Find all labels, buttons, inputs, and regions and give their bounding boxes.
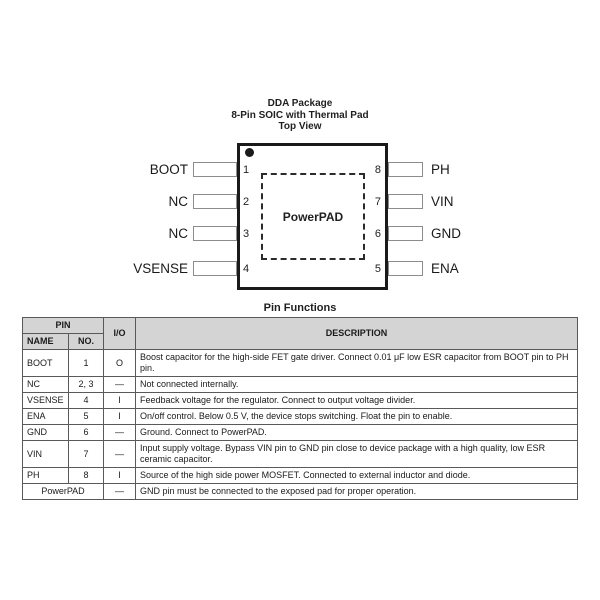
pin-box-7 [388,194,423,209]
header-cell-description: DESCRIPTION [136,318,578,350]
pin-functions-title: Pin Functions [263,302,337,314]
pin-io-cell: — [104,484,136,500]
pin-number-8: 8 [374,164,381,176]
table-row-nc [23,377,578,393]
pin-no-cell: 1 [69,350,104,377]
pin-number-3: 3 [243,228,250,240]
pin-number-7: 7 [374,196,381,208]
pin-label-boot: BOOT [149,162,188,177]
pin1-indicator-dot [245,148,254,157]
powerpad-region [261,173,365,260]
pin-description-cell: Not connected internally. [136,377,578,393]
pin-description-cell: Boost capacitor for the high-side FET gate driver. Connect 0.01 μF low ESR capacitor from BOOT pin to PH pin. [136,350,578,377]
pin-label-gnd: GND [431,226,461,241]
table-row-boot [23,350,578,377]
package-diagram-title [150,98,450,133]
pin-no-cell: 4 [69,393,104,409]
pin-description-cell: Ground. Connect to PowerPAD. [136,425,578,441]
pin-name-cell: PowerPAD [23,484,104,500]
pin-name-cell: ENA [23,409,69,425]
package-name: DDA Package [267,98,333,109]
package-type: 8-Pin SOIC with Thermal Pad [231,109,369,121]
pin-functions-table [22,317,578,500]
pin-box-1 [193,162,237,177]
header-cell-io: I/O [104,318,136,350]
pin-description-cell: GND pin must be connected to the exposed pad for proper operation. [136,484,578,500]
pin-box-2 [193,194,237,209]
table-row-powerpad [23,484,578,500]
pin-number-6: 6 [374,228,381,240]
pin-number-4: 4 [243,263,250,275]
pin-no-cell: 5 [69,409,104,425]
pin-no-cell: 7 [69,441,104,468]
pin-name-cell: BOOT [23,350,69,377]
pin-name-cell: VSENSE [23,393,69,409]
pin-label-ena: ENA [431,261,459,276]
header-cell-no: NO. [69,334,104,350]
pin-io-cell: O [104,350,136,377]
pin-box-8 [388,162,423,177]
pin-io-cell: — [104,377,136,393]
pin-io-cell: I [104,468,136,484]
table-header-row-1 [23,318,578,334]
pin-name-cell: GND [23,425,69,441]
pin-label-ph: PH [431,162,450,177]
pin-no-cell: 6 [69,425,104,441]
pin-number-1: 1 [243,164,250,176]
pin-description-cell: Input supply voltage. Bypass VIN pin to GND pin close to device package with a high quality, low ESR ceramic capacitor. [136,441,578,468]
pin-io-cell: — [104,425,136,441]
pin-io-cell: I [104,409,136,425]
pin-io-cell: — [104,441,136,468]
pin-description-cell: On/off control. Below 0.5 V, the device stops switching. Float the pin to enable. [136,409,578,425]
pin-name-cell: PH [23,468,69,484]
table-row-ph [23,468,578,484]
pin-description-cell: Source of the high side power MOSFET. Connected to external inductor and diode. [136,468,578,484]
table-row-vsense [23,393,578,409]
pin-io-cell: I [104,393,136,409]
header-cell-pin: PIN [23,318,104,334]
header-cell-name: NAME [23,334,69,350]
pin-label-vin: VIN [431,194,454,209]
powerpad-label: PowerPAD [282,209,344,224]
pin-box-5 [388,261,423,276]
pin-box-6 [388,226,423,241]
pin-box-4 [193,261,237,276]
pin-name-cell: NC [23,377,69,393]
pin-label-nc-2: NC [168,194,188,209]
pin-no-cell: 8 [69,468,104,484]
table-row-vin [23,441,578,468]
package-view: Top View [278,121,322,132]
pin-label-vsense: VSENSE [133,261,188,276]
pin-number-5: 5 [374,263,381,275]
pin-name-cell: VIN [23,441,69,468]
pin-description-cell: Feedback voltage for the regulator. Connect to output voltage divider. [136,393,578,409]
table-row-gnd [23,425,578,441]
pin-number-2: 2 [243,196,250,208]
pin-box-3 [193,226,237,241]
pin-label-nc-3: NC [168,226,188,241]
table-row-ena [23,409,578,425]
pin-no-cell: 2, 3 [69,377,104,393]
